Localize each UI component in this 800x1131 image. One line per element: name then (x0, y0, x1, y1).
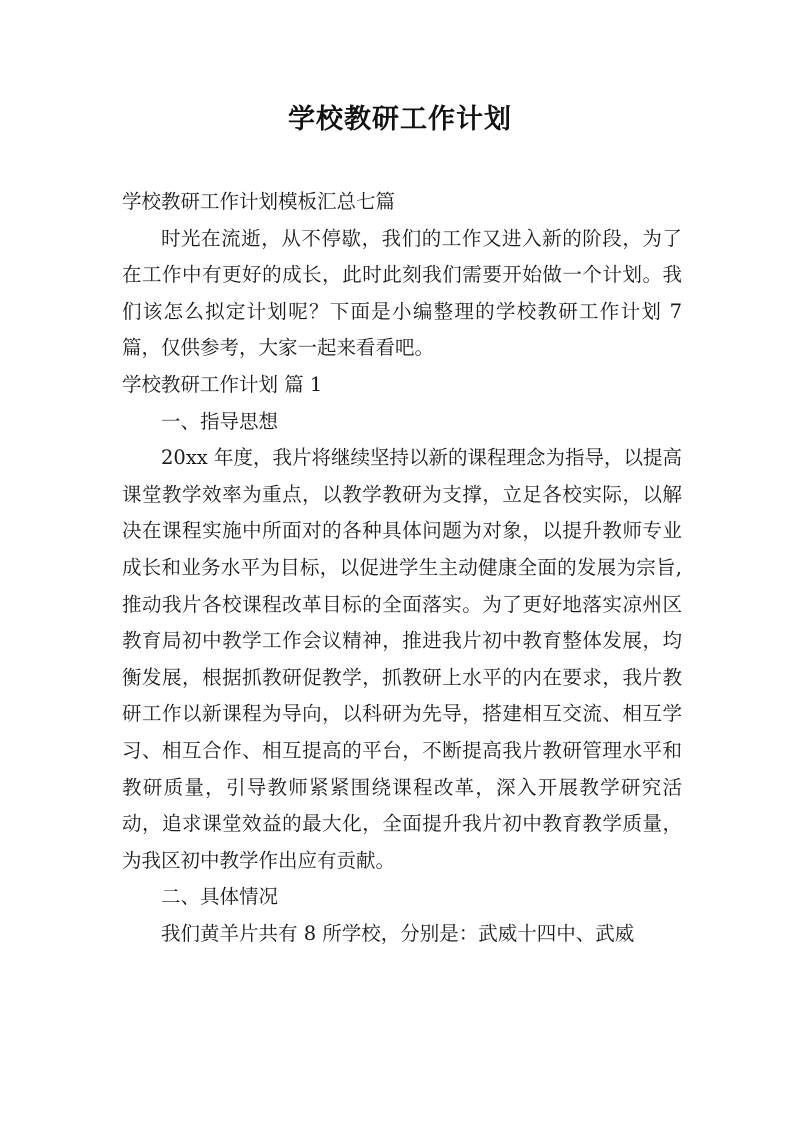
section-heading: 学校教研工作计划 篇 1 (122, 372, 323, 396)
document-body (122, 184, 682, 952)
body-paragraph: 我们黄羊片共有 8 所学校，分别是：武威十四中、武威 (161, 921, 635, 945)
body-paragraph: 20xx 年度，我片将继续坚持以新的课程理念为指导，以提高课堂教学效率为重点，以教学教研为支撑，立足各校实际，以解决在课程实施中所面对的各种具体问题为对象，以提升教师专业成长和业务水平为目标，以促进学生主动健康全面的发展为宗旨,推动我片各校课程改革目标的全面落实。为了更好地落实凉州区教育局初中教学工作会议精神，推进我片初中教育整体发展，均衡发展，根据抓教研促教学，抓教研上水平的内在要求，我片教研工作以新课程为导向，以科研为先导，搭建相互交流、相互学习、相互合作、相互提高的平台，不断提高我片教研管理水平和教研质量，引导教师紧紧围绕课程改革，深入开展教学研究活动，追求课堂效益的最大化，全面提升我片初中教育教学质量，为我区初中教学作出应有贡献。 (122, 446, 683, 872)
document-title: 学校教研工作计划 (288, 104, 512, 135)
subsection-heading: 一、指导思想 (161, 409, 279, 433)
subsection-heading: 二、具体情况 (161, 885, 279, 909)
subtitle-paragraph: 学校教研工作计划模板汇总七篇 (122, 190, 396, 213)
intro-paragraph: 时光在流逝，从不停歇，我们的工作又进入新的阶段，为了在工作中有更好的成长，此时此刻我们需要开始做一个计划。我们该怎么拟定计划呢？下面是小编整理的学校教研工作计划 7 篇，仅供参考，大家一起来看看吧。 (122, 226, 682, 360)
